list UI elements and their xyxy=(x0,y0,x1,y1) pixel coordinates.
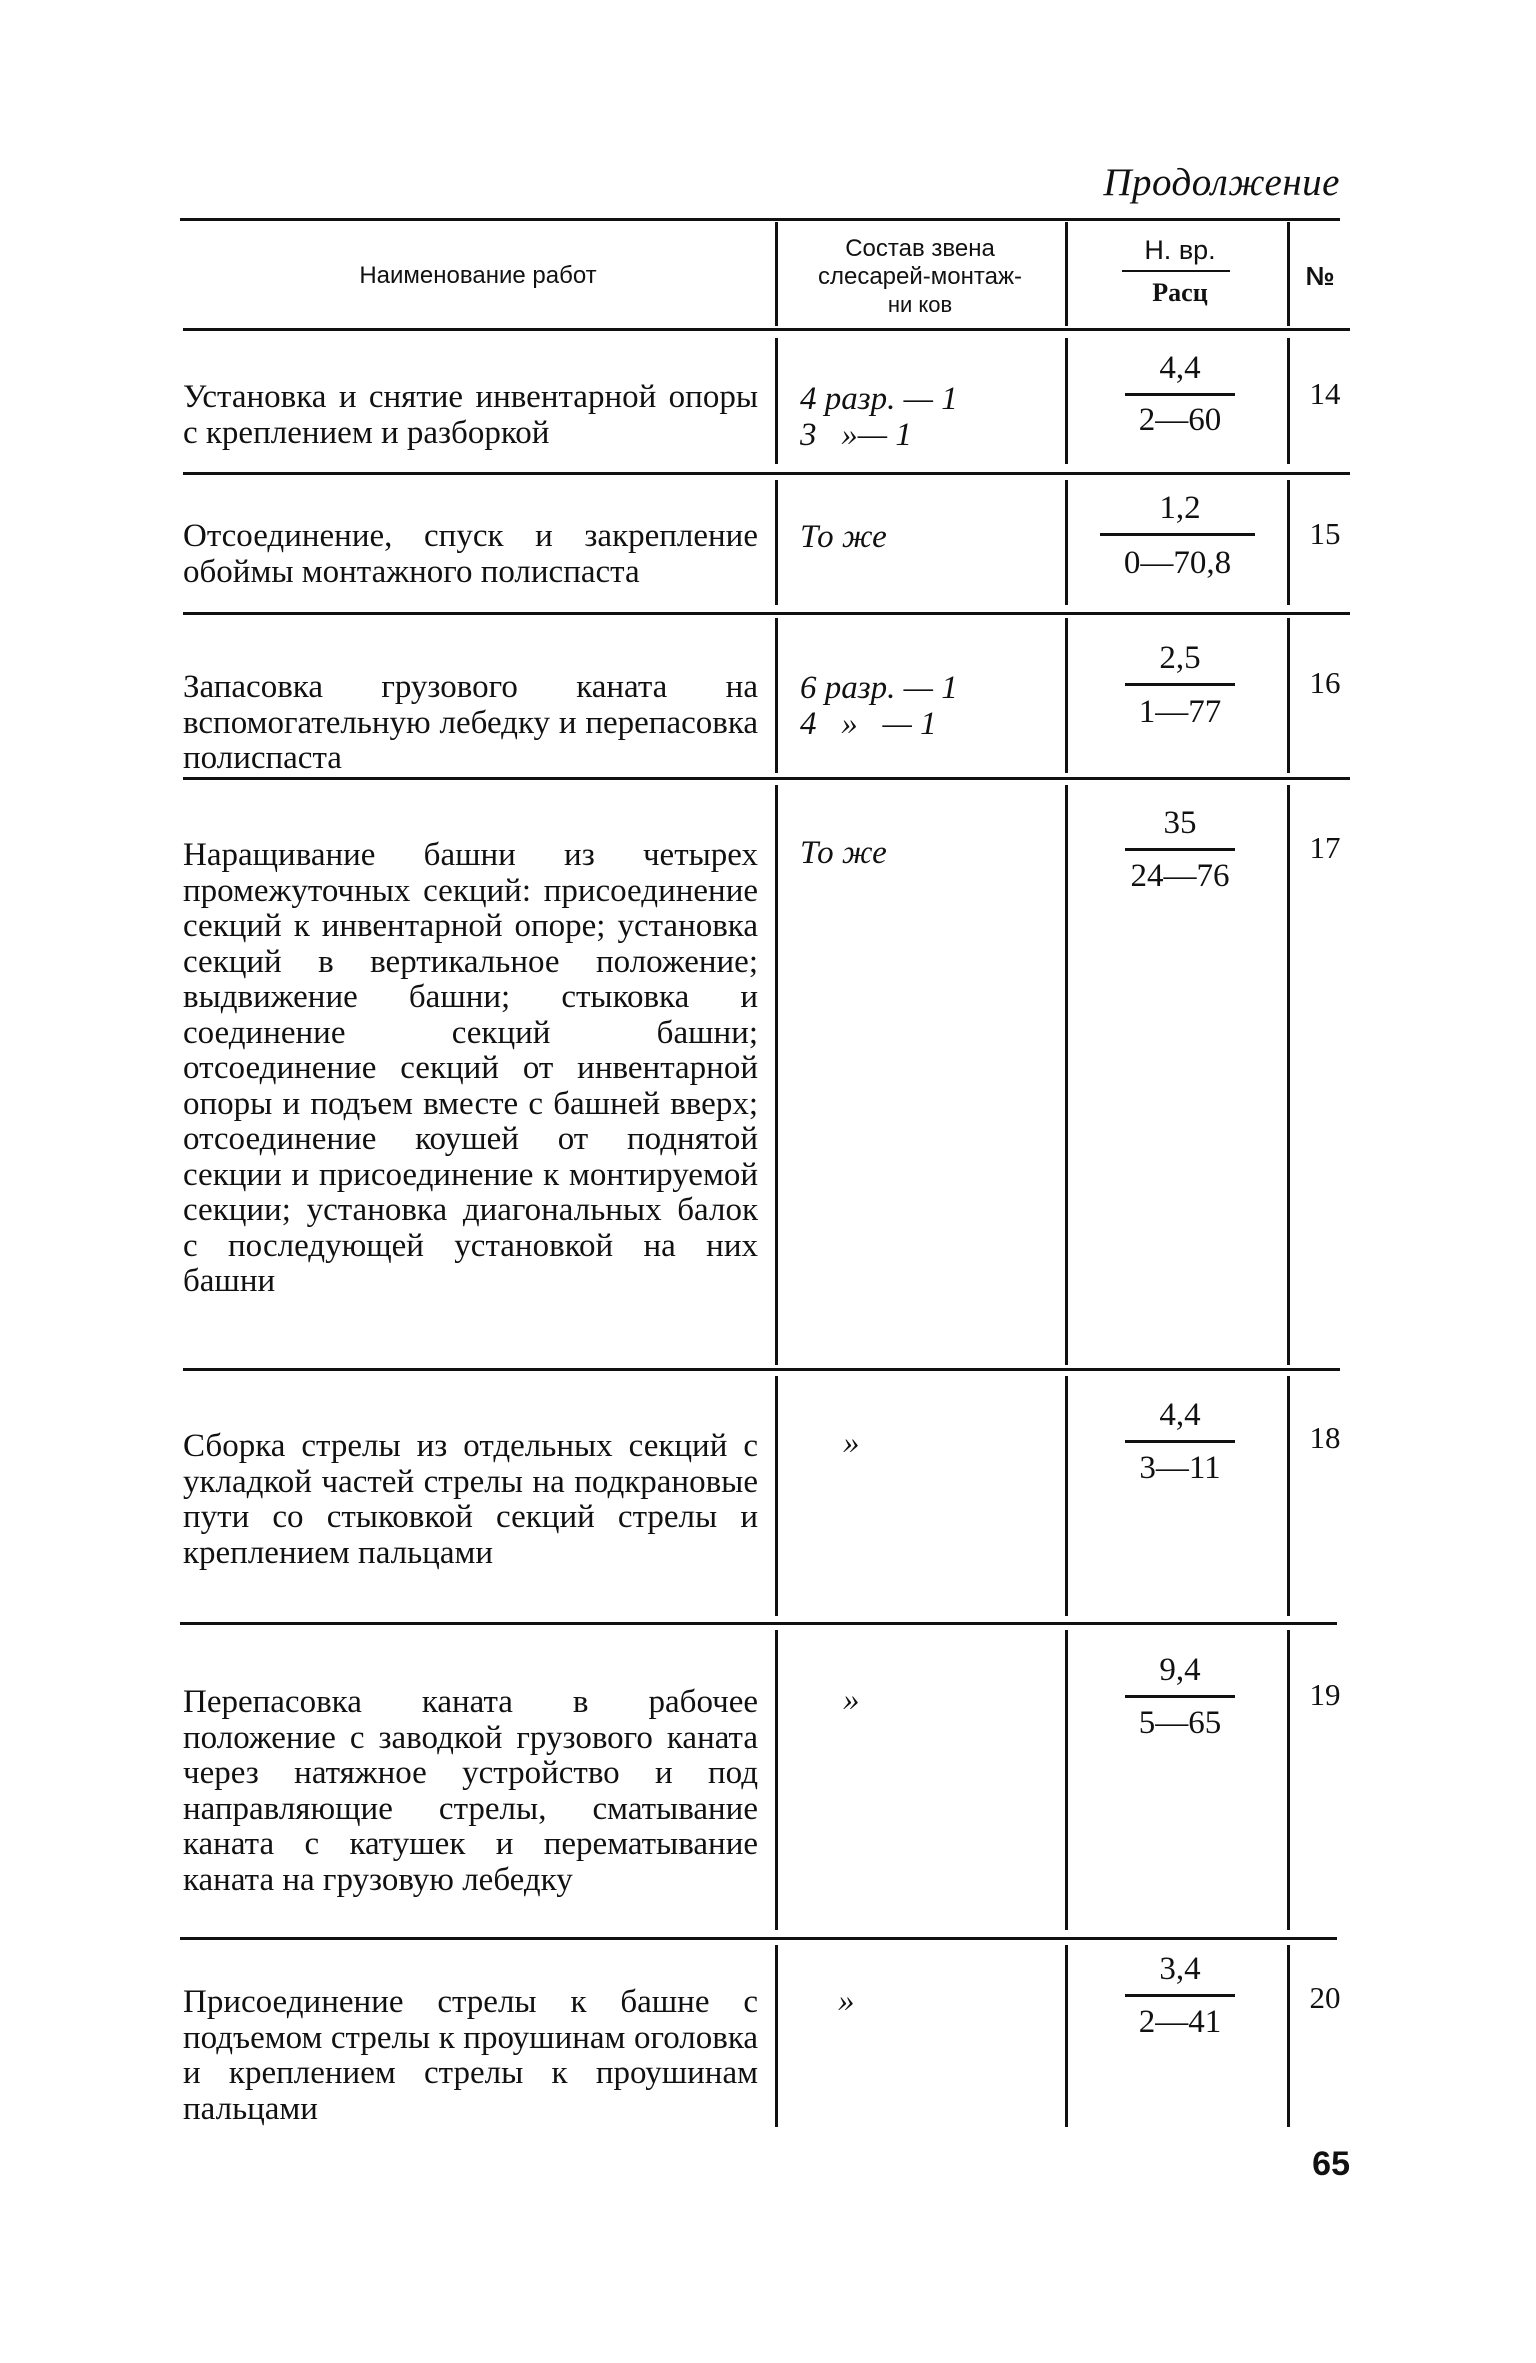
row-rate: 2—60 xyxy=(1138,402,1222,438)
fraction-line xyxy=(1100,533,1255,536)
column-divider xyxy=(775,338,778,464)
column-divider xyxy=(775,1376,778,1616)
column-divider xyxy=(1065,338,1068,464)
row-separator xyxy=(183,472,1350,475)
row-rate: 0—70,8 xyxy=(1123,545,1232,581)
header-crew-line: Состав звена xyxy=(845,235,995,262)
column-divider xyxy=(1287,1630,1290,1930)
row-separator xyxy=(180,1622,1337,1625)
fraction-line xyxy=(1125,1695,1235,1698)
row-number: 19 xyxy=(1309,1677,1341,1712)
header-crew-line: ни ков xyxy=(887,292,953,317)
row-norm-time: 1,2 xyxy=(1159,490,1201,526)
row-separator xyxy=(183,777,1350,780)
fraction-line xyxy=(1125,683,1235,686)
column-divider xyxy=(775,618,778,773)
fraction-line xyxy=(1125,393,1235,396)
row-number: 17 xyxy=(1309,830,1341,865)
column-divider xyxy=(1065,1945,1068,2127)
header-divider xyxy=(1065,222,1068,326)
row-description: Запасовка грузового каната на вспомогательную лебедку и перепасовка полиспаста xyxy=(183,669,758,776)
row-description: Установка и снятие инвентарной опоры с креплением и разборкой xyxy=(183,379,758,451)
row-description: Присоединение стрелы к башне с подъемом стрелы к проушинам оголовка и креплением стрелы к проушинам пальцами xyxy=(183,1984,758,2127)
column-divider xyxy=(1065,1630,1068,1930)
row-norm-time: 2,5 xyxy=(1159,640,1201,676)
column-divider xyxy=(775,785,778,1365)
row-separator xyxy=(180,1937,1337,1940)
header-number: № xyxy=(1305,261,1335,291)
column-divider xyxy=(775,1630,778,1930)
header-work-name: Наименование работ xyxy=(359,262,597,289)
row-crew: » xyxy=(838,1983,855,2019)
row-rate: 24—76 xyxy=(1130,858,1230,894)
row-number: 15 xyxy=(1309,516,1341,551)
header-crew xyxy=(778,235,1062,319)
row-number: 20 xyxy=(1309,1980,1341,2015)
row-description: Перепасовка каната в рабочее положение с заводкой грузового каната через натяжное устройство и под направляющие стрелы, сматывание каната с катушек и перематывание каната на грузовую лебедку xyxy=(183,1684,758,1898)
row-number: 18 xyxy=(1309,1420,1341,1455)
fraction-line xyxy=(1125,1440,1235,1443)
column-divider xyxy=(775,480,778,605)
row-norm-time: 4,4 xyxy=(1159,1397,1201,1433)
column-divider xyxy=(1287,1376,1290,1616)
column-divider xyxy=(1287,1945,1290,2127)
row-norm-time: 9,4 xyxy=(1159,1652,1201,1688)
column-divider xyxy=(1287,480,1290,605)
column-divider xyxy=(775,1945,778,2127)
row-crew: То же xyxy=(800,519,887,555)
page-number: 65 xyxy=(1312,2145,1350,2183)
row-description: Отсоединение, спуск и закрепление обоймы монтажного полиспаста xyxy=(183,518,758,590)
row-number: 14 xyxy=(1309,376,1341,411)
row-crew: » xyxy=(843,1425,860,1461)
header-rate: Расц xyxy=(1152,278,1208,307)
row-rate: 3—11 xyxy=(1139,1450,1221,1486)
row-norm-time: 3,4 xyxy=(1159,1951,1201,1987)
row-rate: 1—77 xyxy=(1138,694,1222,730)
fraction-line xyxy=(1125,1994,1235,1997)
table-top-rule xyxy=(180,218,1340,221)
row-norm-time: 4,4 xyxy=(1159,350,1201,386)
row-rate: 2—41 xyxy=(1138,2004,1222,2040)
column-divider xyxy=(1065,785,1068,1365)
row-crew: » xyxy=(843,1682,860,1718)
row-description: Сборка стрелы из отдельных секций с укладкой частей стрелы на подкрановые пути со стыковкой секций стрелы и креплением пальцами xyxy=(183,1428,758,1571)
row-separator xyxy=(183,1368,1340,1371)
row-rate: 5—65 xyxy=(1138,1705,1222,1741)
row-crew: 4 разр. — 1 3 »— 1 xyxy=(800,381,958,453)
fraction-line xyxy=(1125,848,1235,851)
row-number: 16 xyxy=(1309,665,1341,700)
continuation-label: Продолжение xyxy=(1103,161,1340,204)
column-divider xyxy=(1065,618,1068,773)
column-divider xyxy=(1287,785,1290,1365)
header-norm-time: Н. вр. xyxy=(1144,235,1216,265)
column-divider xyxy=(1065,480,1068,605)
row-norm-time: 35 xyxy=(1163,805,1197,841)
column-divider xyxy=(1287,618,1290,773)
header-crew-line: слесарей-монтаж- xyxy=(817,263,1022,290)
row-separator xyxy=(183,612,1350,615)
row-crew: 6 разр. — 1 4 » — 1 xyxy=(800,670,958,742)
row-crew: То же xyxy=(800,835,887,871)
column-divider xyxy=(1065,1376,1068,1616)
row-description: Наращивание башни из четырех промежуточных секций: присоединение секций к инвентарной опоре; установка секций в вертикальное положение; выдвижение башни; стыковка и соединение секций башни; отсоединение секций от инвентарной опоры и подъем вместе с башней вверх; отсоединение коушей от поднятой секции и присоединение к монтируемой секции; установка диагональных балок с последующей установкой на них башни xyxy=(183,837,758,1299)
header-bottom-rule xyxy=(183,328,1350,331)
column-divider xyxy=(1287,338,1290,464)
header-fraction-line xyxy=(1122,270,1230,272)
